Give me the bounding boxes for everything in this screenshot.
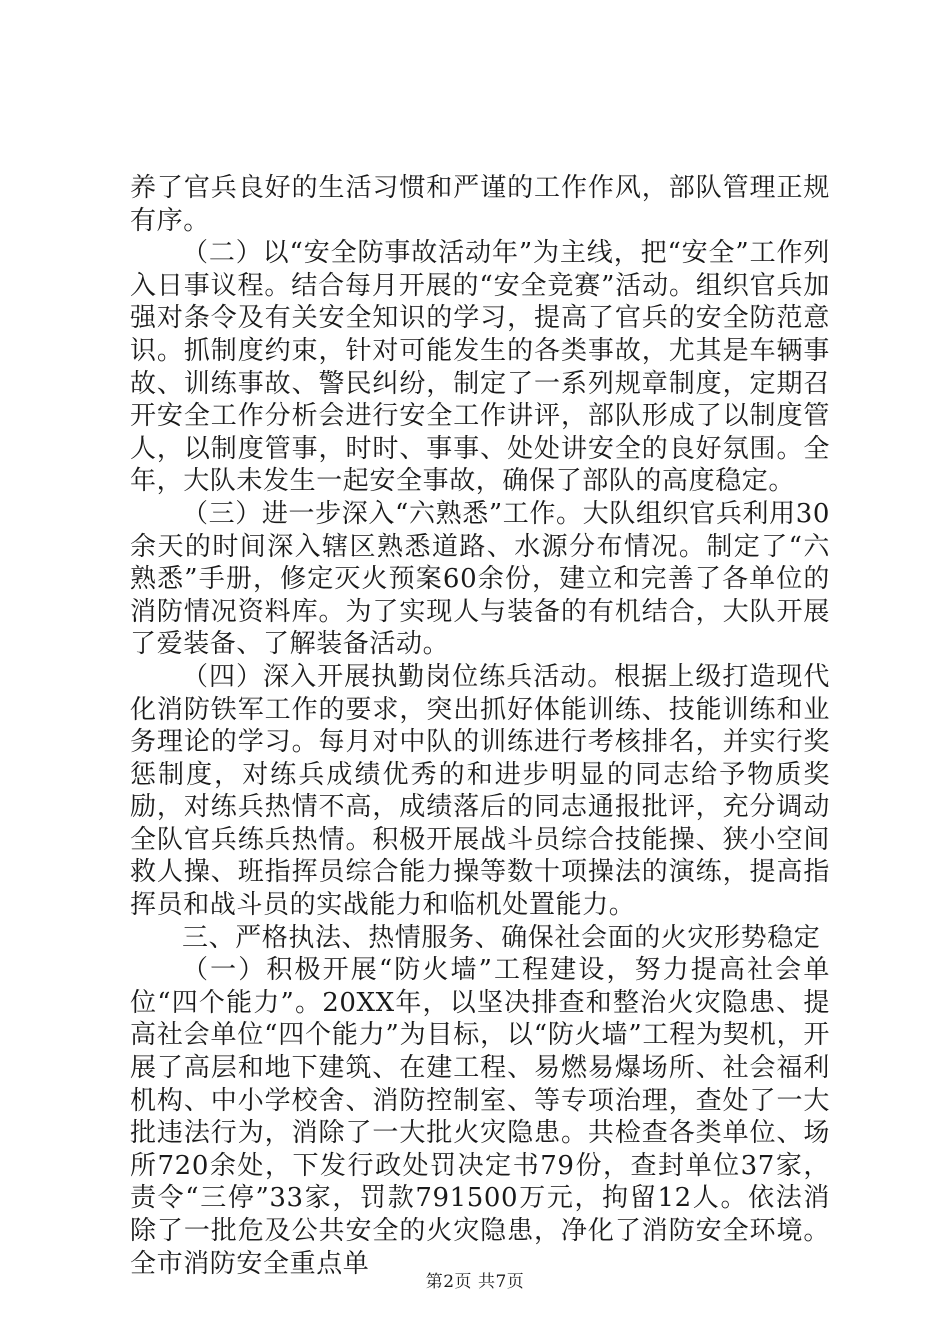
paragraph-training-section: （四）深入开展执勤岗位练兵活动。根据上级打造现代化消防铁军工作的要求，突出抓好体能训练、技能训练和业务理论的学习。每月对中队的训练进行考核排名，并实行奖惩制度，对练兵成绩优秀的和进步明显的同志给予物质奖励，对练兵热情不高，成绩落后的同志通报批评，充分调动全队官兵练兵热情。积极开展战斗员综合技能操、狭小空间救人操、班指挥员综合能力操等数十项操法的演练，提高指挥员和战斗员的实战能力和临机处置能力。 xyxy=(130,661,830,921)
page-number-footer: 第2页 共7页 xyxy=(425,1272,525,1292)
paragraph-six-familiarity-section: （三）进一步深入“六熟悉”工作。大队组织官兵利用30余天的时间深入辖区熟悉道路、水源分布情况。制定了“六熟悉”手册，修定灭火预案60余份，建立和完善了各单位的消防情况资料库。为了实现人与装备的有机结合，大队开展了爱装备、了解装备活动。 xyxy=(130,498,830,660)
paragraph-safety-section: （二）以“安全防事故活动年”为主线，把“安全”工作列入日事议程。结合每月开展的“安全竞赛”活动。组织官兵加强对条令及有关安全知识的学习，提高了官兵的安全防范意识。抓制度约束，针对可能发生的各类事故，尤其是车辆事故、训练事故、警民纠纷，制定了一系列规章制度，定期召开安全工作分析会进行安全工作讲评，部队形成了以制度管人，以制度管事，时时、事事、处处讲安全的良好氛围。全年，大队未发生一起安全事故，确保了部队的高度稳定。 xyxy=(130,238,830,497)
section-heading-three: 三、严格执法、热情服务、确保社会面的火灾形势稳定 xyxy=(182,922,821,953)
paragraph-firewall-project: （一）积极开展“防火墙”工程建设，努力提高社会单位“四个能力”。20XX年，以坚决排查和整治火灾隐患、提高社会单位“四个能力”为目标，以“防火墙”工程为契机，开展了高层和地下建筑、在建工程、易燃易爆场所、社会福利机构、中小学校舍、消防控制室、等专项治理，查处了一大批违法行为，消除了一大批火灾隐患。共检查各类单位、场所720余处，下发行政处罚决定书79份，查封单位37家，责令“三停”33家，罚款791500万元，拘留12人。依法消除了一批危及公共安全的火灾隐患，净化了消防安全环境。全市消防安全重点单 xyxy=(130,955,830,1279)
document-body xyxy=(130,172,830,1280)
paragraph-continuation: 养了官兵良好的生活习惯和严谨的工作作风，部队管理正规有序。 xyxy=(130,173,830,236)
